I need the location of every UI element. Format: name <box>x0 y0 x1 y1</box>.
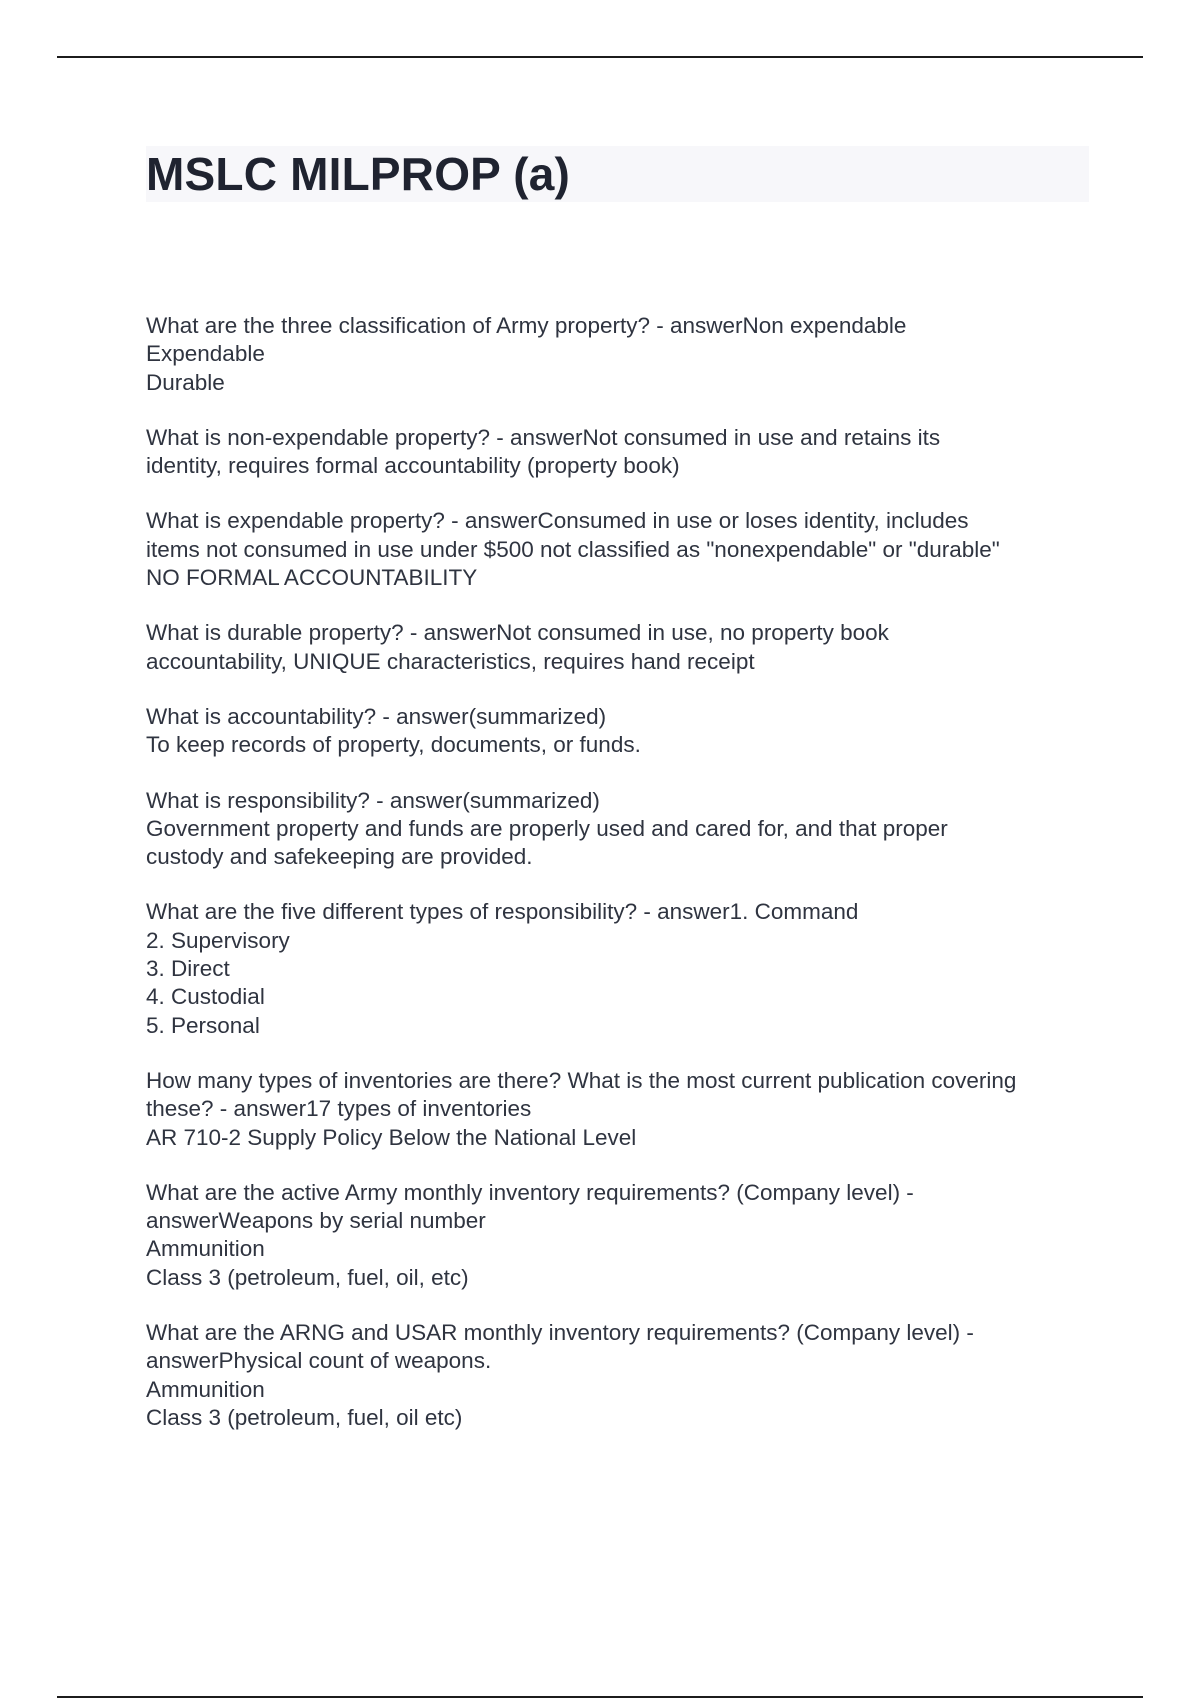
qa-entry <box>146 619 1096 676</box>
answer-line: Class 3 (petroleum, fuel, oil, etc) <box>146 1264 469 1290</box>
answer-line: custody and safekeeping are provided. <box>146 844 533 870</box>
question-line: What are the ARNG and USAR monthly inventory requirements? (Company level) - <box>146 1320 974 1346</box>
answer-line: Expendable <box>146 341 265 367</box>
answer-line: Government property and funds are properly used and cared for, and that proper <box>146 815 948 841</box>
answer-line: accountability, UNIQUE characteristics, requires hand receipt <box>146 648 755 674</box>
qa-entry <box>146 424 1096 481</box>
answer-line: NO FORMAL ACCOUNTABILITY <box>146 565 478 591</box>
qa-entry <box>146 507 1096 592</box>
question-line: What are the three classification of Army property? - answerNon expendable <box>146 313 907 338</box>
question-line: How many types of inventories are there? What is the most current publication covering <box>146 1067 1017 1093</box>
answer-line: these? - answer17 types of inventories <box>146 1096 532 1122</box>
question-line: What are the active Army monthly inventory requirements? (Company level) - <box>146 1179 914 1205</box>
answer-line: answerWeapons by serial number <box>146 1208 486 1234</box>
qa-entry <box>146 703 1096 760</box>
answer-line: Ammunition <box>146 1376 265 1402</box>
answer-line: 4. Custodial <box>146 984 265 1010</box>
qa-entry <box>146 1067 1096 1152</box>
question-line: What is accountability? - answer(summarized) <box>146 703 607 729</box>
question-line: What are the five different types of responsibility? - answer1. Command <box>146 899 859 925</box>
answer-line: items not consumed in use under $500 not classified as "nonexpendable" or "durable" <box>146 536 1000 562</box>
answer-line: Durable <box>146 369 225 395</box>
answer-line: To keep records of property, documents, or funds. <box>146 732 641 758</box>
answer-line: identity, requires formal accountability (property book) <box>146 453 680 479</box>
question-line: What is responsibility? - answer(summarized) <box>146 787 600 813</box>
answer-line: 3. Direct <box>146 956 230 982</box>
qa-entry <box>146 898 1096 1039</box>
qa-entry <box>146 1319 1096 1432</box>
answer-line: AR 710-2 Supply Policy Below the National Level <box>146 1124 637 1150</box>
answer-line: Ammunition <box>146 1236 265 1262</box>
bottom-rule <box>57 1696 1143 1698</box>
document-title: MSLC MILPROP (a) <box>146 148 571 200</box>
answer-line: 2. Supervisory <box>146 927 290 953</box>
qa-list <box>146 312 1096 1459</box>
question-line: What is durable property? - answerNot consumed in use, no property book <box>146 620 889 646</box>
question-line: What is expendable property? - answerConsumed in use or loses identity, includes <box>146 508 969 534</box>
answer-line: answerPhysical count of weapons. <box>146 1348 492 1374</box>
qa-entry <box>146 1179 1096 1292</box>
qa-entry <box>146 787 1096 872</box>
question-line: What is non-expendable property? - answerNot consumed in use and retains its <box>146 424 941 450</box>
qa-entry <box>146 312 1096 397</box>
answer-line: 5. Personal <box>146 1012 260 1038</box>
top-rule <box>57 56 1143 58</box>
answer-line: Class 3 (petroleum, fuel, oil etc) <box>146 1404 463 1430</box>
